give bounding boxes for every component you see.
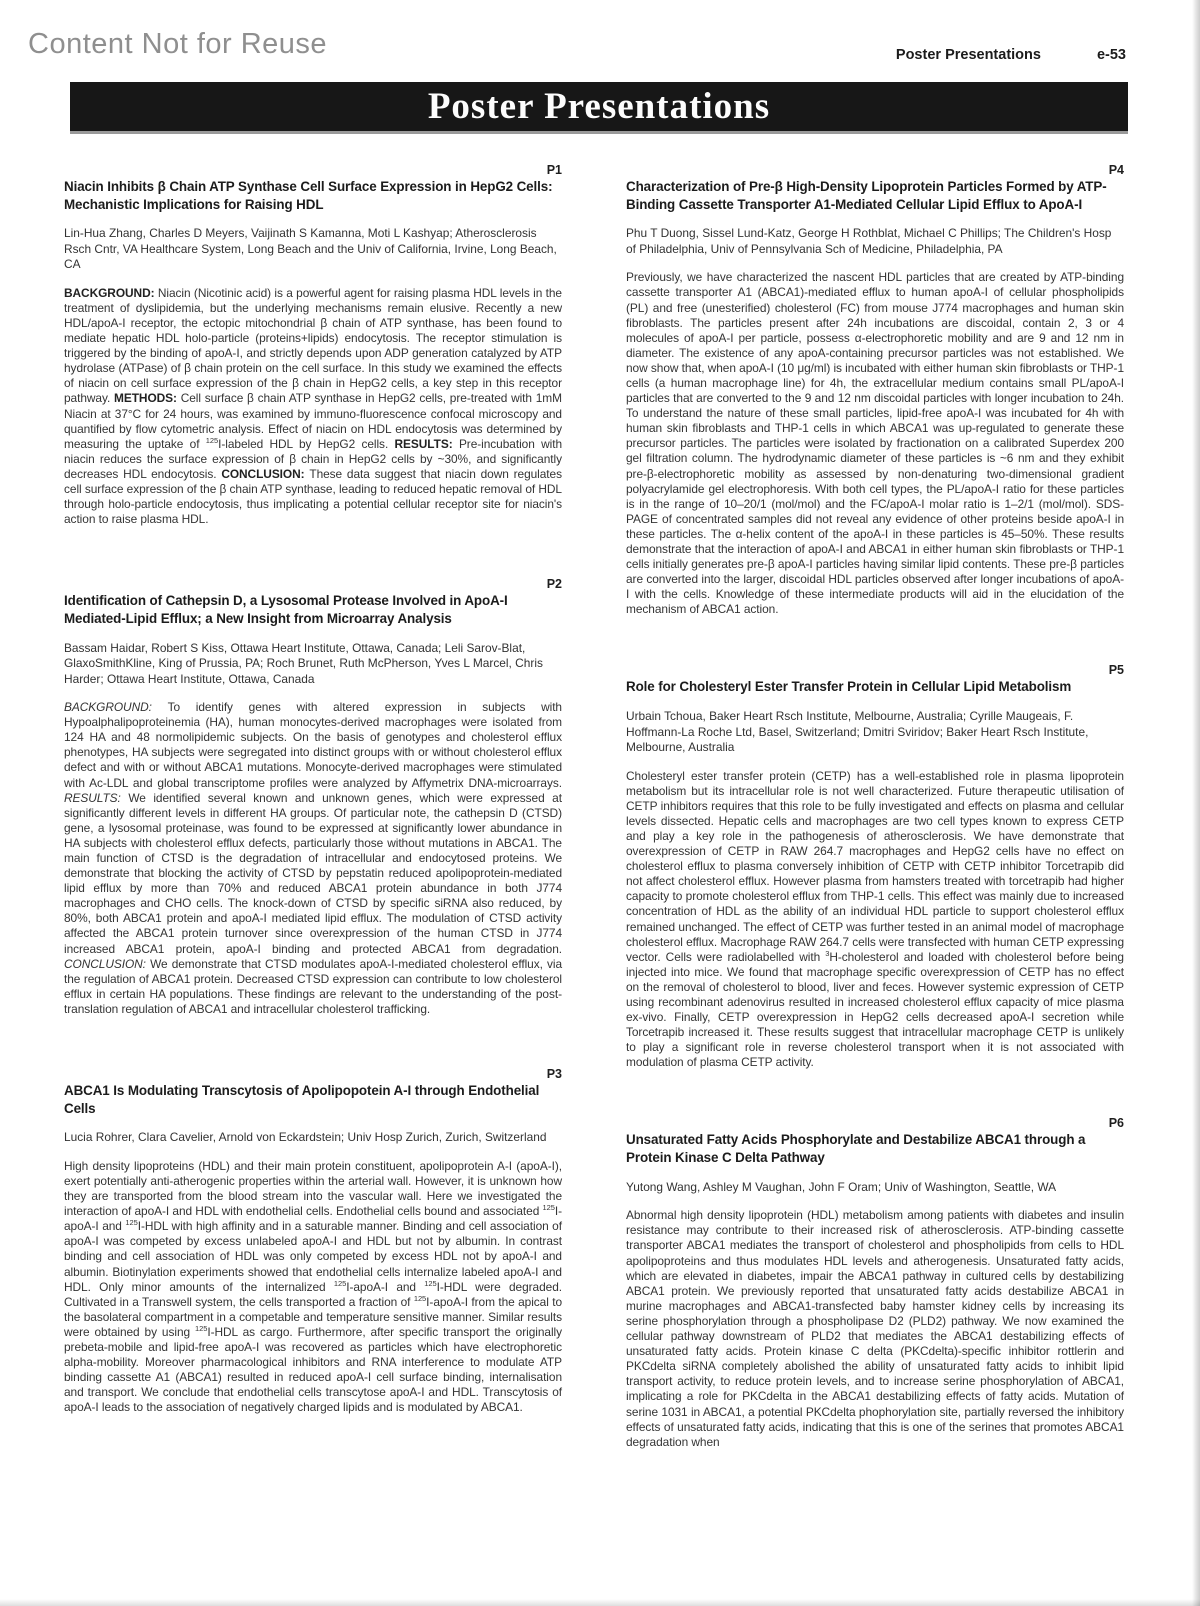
running-head-section: Poster Presentations (895, 47, 1041, 63)
abstract-number: P3 (546, 1067, 562, 1082)
section-banner (70, 82, 1128, 131)
abstract-title: Identification of Cathepsin D, a Lysosomal Protease Involved in ApoA-I Mediated-Lipid Efflux; a New Insight from Microarray Analysis (64, 593, 508, 626)
section-banner-title: Poster Presentations (427, 86, 771, 127)
abstract-P6 (626, 1116, 1124, 1449)
abstract-title: ABCA1 Is Modulating Transcytosis of Apolipopotein A-I through Endothelial Cells (64, 1083, 540, 1116)
abstract-authors: Bassam Haidar, Robert S Kiss, Ottawa Heart Institute, Ottawa, Canada; Leli Sarov-Blat, GlaxoSmithKline, King of Prussia, PA; Roch Brunet, Ruth McPherson, Yves L Marcel, Chris Harder; Ottawa Heart Institute, Ottawa, Canada (64, 640, 543, 686)
abstract-P3 (64, 1067, 562, 1415)
abstract-body: Cholesteryl ester transfer protein (CETP) has a well-established role in plasma lipoprotein metabolism but its intracellular role is not well characterized. Future therapeutic utilisation of CETP inhibitors requires that this role to be fully investigated and effects on plasma and cellular levels dissected. Hepatic cells and macrophages are two cell types known to express CETP and play a key role in the pathogenesis of atherosclerosis. We have demonstrate that overexpression of CETP in RAW 264.7 macrophages and HepG2 cells have no effect on cholesterol efflux to plasma conversely inhibition of CETP with CETP inhibitor Torcetrapib did not affect cholesterol efflux. However plasma from hamsters treated with torcetrapib had higher capacity to promote cholesterol efflux from THP-1 cells. This effect was mainly due to increased concentration of HDL as the ability of an individual HDL particle to support cholesterol efflux remained unchanged. The effect of CETP was further tested in an animal model of macrophage cholesterol efflux. Macrophage RAW 264.7 cells were transfected with human CETP expressing vector. Cells were radiolabelled with $^3$H-cholesterol and loaded with cholesterol before being injected into mice. We found that macrophage specific overexpression of CETP has no effect on the removal of cholesterol to blood, liver and feces. However systemic expression of CETP using recombinant adenovirus resulted in increased cholesterol efflux capacity of mice plasma ex-vivo. Finally, CETP overexpression in HepG2 cells decreased apoA-I secretion while Torcetrapib increased it. These results suggest that intracellular macrophage CETP is unlikely to play a significant role in reverse cholesterol transport when it is not associated with modulation of plasma CETP activity. (626, 768, 1124, 1070)
abstract-number: P5 (1108, 663, 1124, 678)
abstract-authors: Urbain Tchoua, Baker Heart Rsch Institute, Melbourne, Australia; Cyrille Maugeais, F. Hoffmann-La Roche Ltd, Basel, Switzerland; Dmitri Sviridov; Baker Heart Rsch Institute, Melbourne, Australia (626, 709, 1089, 755)
abstract-title: Characterization of Pre-β High-Density Lipoprotein Particles Formed by ATP-Binding Cassette Transporter A1-Mediated Cellular Lipid Efflux to ApoA-I (626, 179, 1107, 212)
abstract-P5 (626, 663, 1124, 1070)
abstract-body: Abnormal high density lipoprotein (HDL) metabolism among patients with diabetes and insulin resistance may contribute to their increased risk of atherosclerosis. ATP-binding cassette transporter ABCA1 mediates the transport of cholesterol and phospholipids from cells to HDL apolipoproteins and thus modulates HDL levels and atherogenesis. Unsaturated fatty acids, which are elevated in diabetes, impair the ABCA1 pathway in cultured cells by destabilizing ABCA1 protein. We previously reported that unsaturated fatty acids destabilize ABCA1 in murine macrophages and ABCA1-transfected baby hamster kidney cells by increasing its serine phosphorylation through a phospholipase D2 (PLD2) pathway. We now examined the cellular pathway downstream of PLD2 that mediates the ABCA1 destabilizing effects of unsaturated fatty acids. Protein kinase C delta (PKCdelta)-specific inhibitor rottlerin and PKCdelta siRNA completely abolished the ability of unsaturated fatty acids to inhibit lipid transport activity, to reduce protein levels, and to increase serine phosphorylation of ABCA1, implicating a role for PKCdelta in the ABCA1 destabilizing effects of fatty acids. Mutation of serine 1031 in ABCA1, a potential PKCdelta phophorylation site, partially reversed the inhibitory effects of unsaturated fatty acids, indicating that this is one of the serines that promotes ABCA1 degradation when (626, 1208, 1124, 1449)
left-column (64, 163, 562, 1450)
abstract-body: BACKGROUND: To identify genes with altered expression in subjects with Hypoalphalipoproteinemia (HA), human monocytes-derived macrophages were isolated from 124 HA and 48 normolipidemic subjects. On the basis of genotypes and cholesterol efflux phenotypes, HA subjects were segregated into distinct groups with or without cholesterol efflux defect and with or without ABCA1 mutations. Monocyte-derived macrophages were stimulated with Ac-LDL and global transcriptome profiles were analyzed by Affymetrix DNA-microarrays. RESULTS: We identified several known and unknown genes, which were expressed at significantly different levels in different HA groups. Of particular note, the cathepsin D (CTSD) gene, a lysosomal proteinase, was found to be expressed at significantly lower abundance in HA subjects with cholesterol efflux defects, particularly those without mutations in ABCA1. The main function of CTSD is the degradation of intracellular and endocytosed proteins. We demonstrate that blocking the activity of CTSD by pepstatin reduced apolipoprotein-mediated lipid efflux by more than 70% and reduced ABCA1 protein abundance in both J774 macrophages and CHO cells. The knock-down of CTSD by specific siRNA also reduced, by 80%, both ABCA1 protein and apoA-I mediated lipid efflux. The modulation of CTSD activity affected the ABCA1 protein turnover since overexpression of the human CTSD in J774 increased ABCA1 protein, apoA-I binding and protected ABCA1 from degradation. CONCLUSION: We demonstrate that CTSD modulates apoA-I-mediated cholesterol efflux, via the regulation of ABCA1 protein. Decreased CTSD expression can contribute to low cholesterol efflux in certain HA populations. These findings are relevant to the understanding of the post-translation regulation of ABCA1 and intracellular cholesterol trafficking. (64, 700, 563, 1016)
abstract-title: Unsaturated Fatty Acids Phosphorylate and Destabilize ABCA1 through a Protein Kinase C Delta Pathway (626, 1132, 1086, 1166)
abstract-body: BACKGROUND: Niacin (Nicotinic acid) is a powerful agent for raising plasma HDL levels in the treatment of dyslipidemia, but the underlying mechanisms remain elusive. Recently a new HDL/apoA-I receptor, the ectopic mitochondrial β chain of ATP synthase, has been found to mediate hepatic HDL holo-particle (proteins+lipids) endocytosis. The receptor stimulation is triggered by the binding of apoA-I, and strictly depends upon ADP generation catalyzed by ATP hydrolase (ATPase) of β chain protein on the cell surface. In this study we examined the effects of niacin on cell surface expression of the β chain in HepG2 cells, a key step in this receptor pathway. METHODS: Cell surface β chain ATP synthase in HepG2 cells, pre-treated with 1mM Niacin at 37°C for 24 hours, was examined by immuno-fluorescence confocal microscopy and quantified by flow cytometric analysis. Effect of niacin on HDL endocytosis was determined by measuring the uptake of $^{125}$I-labeled HDL by HepG2 cells. RESULTS: Pre-incubation with niacin reduces the surface expression of β chain in HepG2 cells by ~30%, and significantly decreases HDL endocytosis. CONCLUSION: These data suggest that niacin down regulates cell surface expression of the β chain ATP synthase, leading to reduced hepatic removal of HDL through holo-particle endocytosis, thus implicating a potential cellular receptor site for niacin's action to raise plasma HDL. (64, 285, 562, 527)
abstract-body: High density lipoproteins (HDL) and their main protein constituent, apolipoprotein A-I (apoA-I), exert potentially anti-atherogenic properties within the arterial wall. However, it is unknown how they are transported from the blood stream into the vascular wall. Here we investigated the interaction of apoA-I and HDL with endothelial cells. Endothelial cells bound and associated $^{125}$I-apoA-I and $^{125}$I-HDL with high affinity and in a saturable manner. Binding and cell association of apoA-I was competed by excess unlabeled apoA-I and HDL but not by albumin. In contrast binding and cell association of HDL was only competed by excess HDL not by apoA-I and albumin. Biotinylation experiments showed that endothelial cells internalize labeled apoA-I and HDL. Only minor amounts of the internalized $^{125}$I-apoA-I and $^{125}$I-HDL were degraded. Cultivated in a Transwell system, the cells transported a fraction of $^{125}$I-apoA-I from the apical to the basolateral compartment in a competable and temperature sensitive manner. Similar results were obtained by using $^{125}$I-HDL as cargo. Furthermore, after specific transport the originally prebeta-mobile and lipid-free apoA-I was recovered as particles which have electrophoretic alpha-mobility. Moreover pharmacological inhibitors and RNA interference to modulate ATP binding cassette A1 (ABCA1) resulted in reduced apoA-I cell surface binding, internalisation and transport. We conclude that endothelial cells transcytose apoA-I and HDL. Transcytosis of apoA-I leads to the association of negatively charged lipids and is modulated by ABCA1. (64, 1158, 563, 1415)
abstract-number: P6 (1108, 1116, 1124, 1131)
content-columns (64, 163, 1124, 1450)
abstract-P2 (64, 577, 562, 1017)
abstract-authors: Yutong Wang, Ashley M Vaughan, John F Oram; Univ of Washington, Seattle, WA (626, 1179, 1057, 1194)
abstract-number: P2 (546, 577, 562, 592)
scan-edge-bottom (0, 1599, 1200, 1606)
running-head (896, 47, 1126, 63)
scan-edge-right (1192, 0, 1200, 1606)
abstract-authors: Lucia Rohrer, Clara Cavelier, Arnold von Eckardstein; Univ Hosp Zurich, Zurich, Switzerland (64, 1130, 547, 1145)
right-column (626, 163, 1124, 1450)
abstract-number: P1 (546, 163, 562, 177)
abstract-title: Role for Cholesteryl Ester Transfer Protein in Cellular Lipid Metabolism (626, 679, 1072, 695)
abstract-authors: Lin-Hua Zhang, Charles D Meyers, Vaijinath S Kamanna, Moti L Kashyap; Atherosclerosis Rsch Cntr, VA Healthcare System, Long Beach and the Univ of California, Irvine, Long Beach, CA (64, 226, 557, 272)
abstract-authors: Phu T Duong, Sissel Lund-Katz, George H Rothblat, Michael C Phillips; The Children's Hosp of Philadelphia, Univ of Pennsylvania Sch of Medicine, Philadelphia, PA (626, 226, 1112, 256)
abstract-title: Niacin Inhibits β Chain ATP Synthase Cell Surface Expression in HepG2 Cells: Mechanistic Implications for Raising HDL (64, 179, 553, 212)
watermark-text: Content Not for Reuse (28, 28, 328, 60)
abstract-P1 (64, 163, 562, 527)
abstract-number: P4 (1108, 163, 1124, 177)
abstract-body: Previously, we have characterized the nascent HDL particles that are created by ATP-binding cassette transporter A1 (ABCA1)-mediated efflux to human apoA-I of cellular phospholipids (PL) and free (unesterified) cholesterol (FC) from mouse J774 macrophages and human skin fibroblasts. The particles present after 24h incubations are discoidal, contain 2, 3 or 4 molecules of apoA-I per particle, possess α-electrophoretic mobility and are 9 and 12 nm in diameter. The existence of any apoA-containing precursor particles was not established. We now show that, when apoA-I (10 μg/ml) is incubated with either human skin fibroblasts or THP-1 cells (a human macrophage line) for 4h, the extracellular medium contains small PL/apoA-I particles that are converted to the 9 and 12 nm discoidal particles with longer incubation to 24h. To understand the nature of these small particles, lipid-free apoA-I was incubated for 4h with human skin fibroblasts and THP-1 cells in which ABCA1 was up-regulated to generate these precursor particles. The particles were isolated by fractionation on a calibrated Superdex 200 gel filtration column. The hydrodynamic diameter of these particles is ~6 nm and they exhibit pre-β-electrophoretic mobility as assessed by non-denaturing two-dimensional gradient polyacrylamide gel electrophoresis. With both cell types, the PL/apoA-I ratio for these particles is in the range of 10–20/1 (mol/mol) and the FC/apoA-I molar ratio is 1–2/1 (mol/mol). SDS-PAGE of concentrated samples did not reveal any evidence of other proteins beside apoA-I in these particles. The α-helix content of the apoA-I in these particles is 45–50%. These results demonstrate that the interaction of apoA-I and ABCA1 in either human skin fibroblasts or THP-1 cells initially generates pre-β apoA-I particles having similar lipid contents. These pre-β particles are converted into the larger, discoidal HDL particles observed after longer incubations of apoA-I with the cells. Knowledge of these intermediate products will aid in the elucidation of the mechanism of ABCA1 action. (626, 270, 1124, 617)
running-head-page-number: e-53 (1096, 47, 1126, 63)
abstract-P4 (626, 163, 1124, 617)
